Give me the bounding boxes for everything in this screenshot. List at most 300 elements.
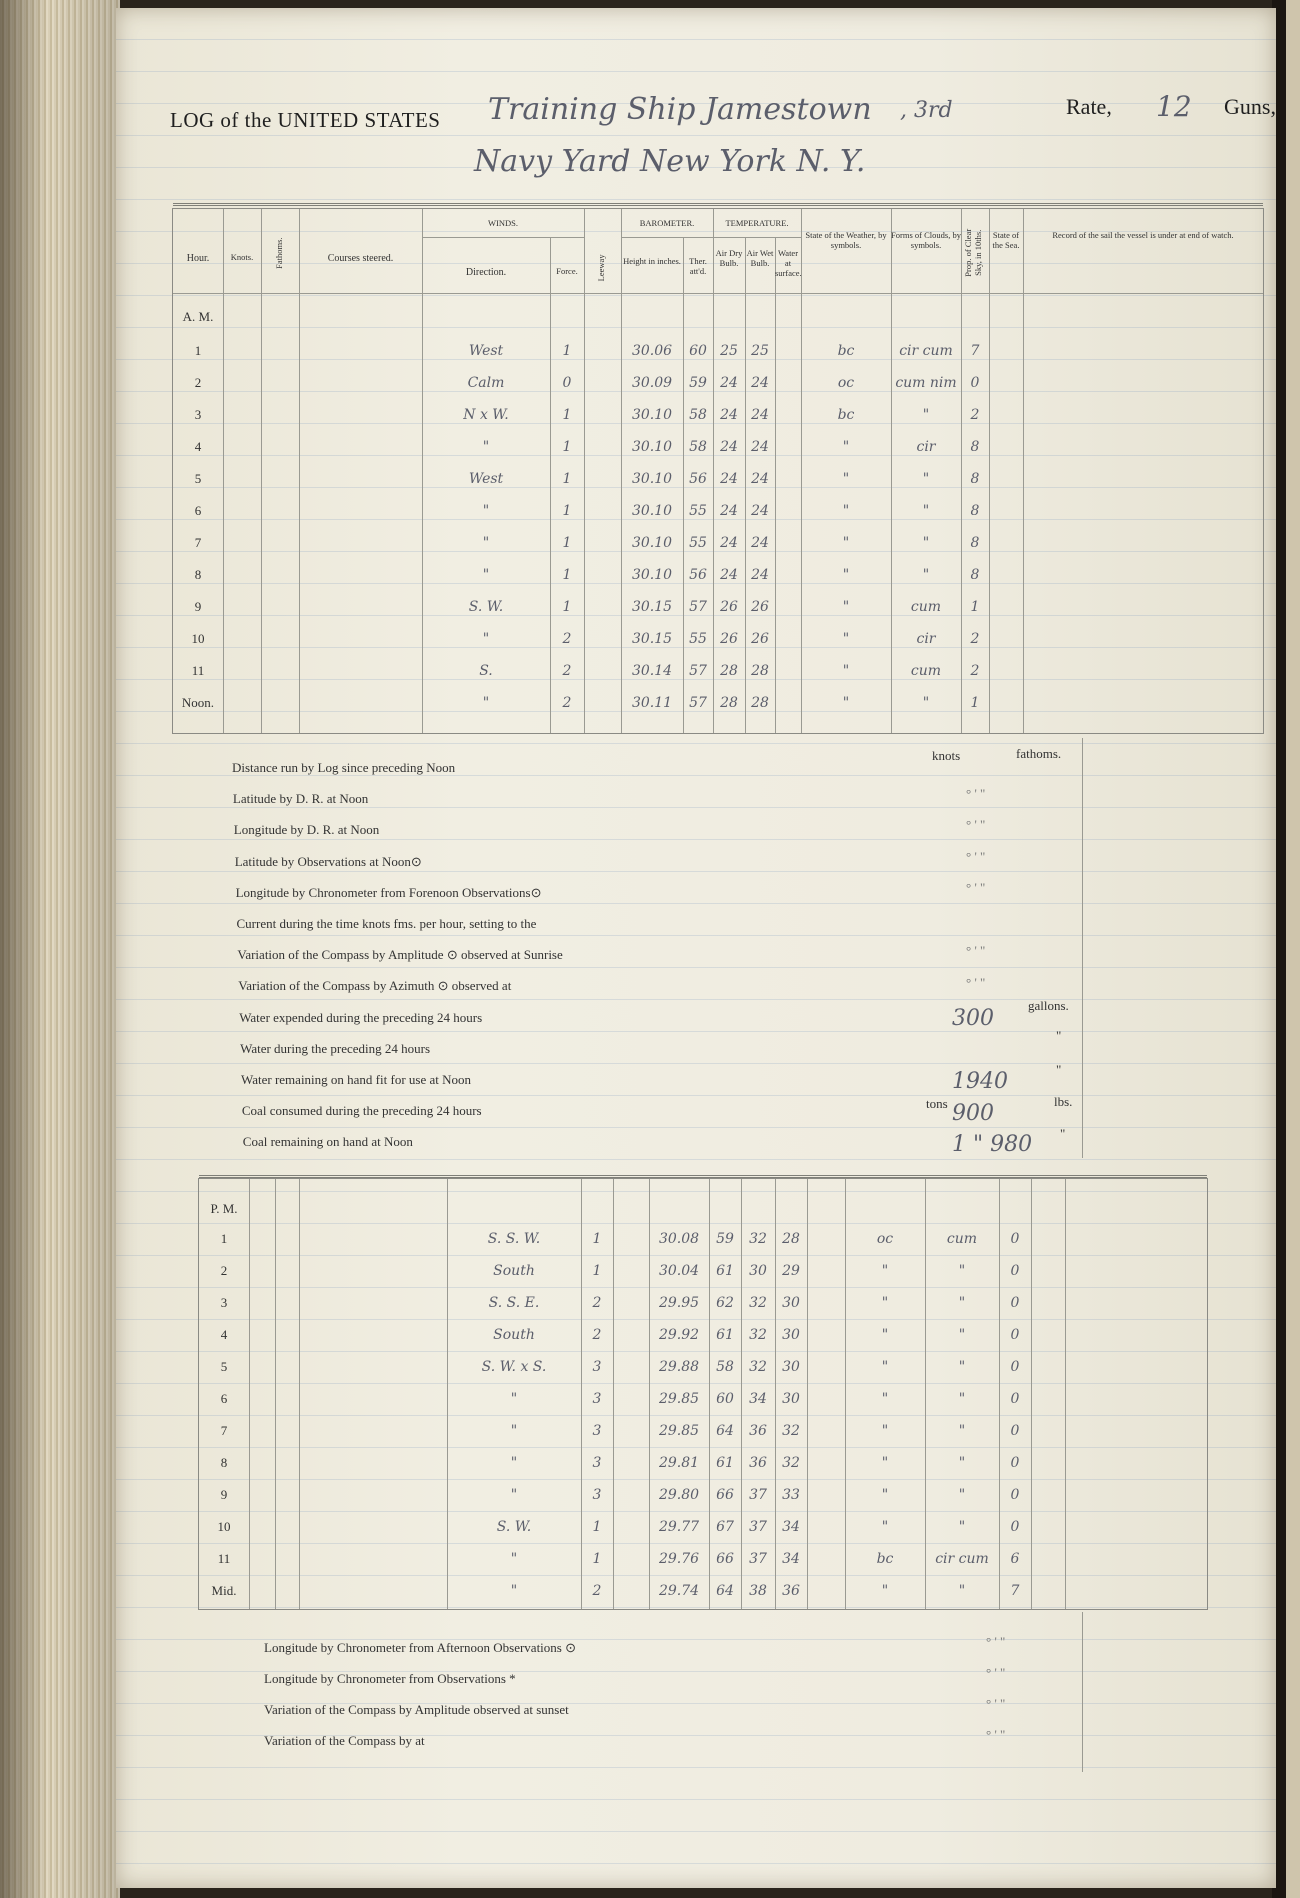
col-courses: Courses steered. [327, 253, 394, 264]
noon-line-label: Coal consumed during the preceding 24 hours [241, 1103, 482, 1119]
table-row [199, 1511, 1207, 1543]
noon-line-label: Current during the time knots fms. per hour, setting to the [236, 916, 537, 931]
barometer-height-cell: 30.11 [631, 695, 673, 711]
air-dry-cell: 32 [749, 1295, 767, 1311]
clear-sky-cell: 0 [970, 375, 980, 391]
col-record: Record of the sail the vessel is under at end of watch. [1052, 230, 1234, 240]
air-wet-cell: 24 [751, 407, 769, 423]
thermometer-cell: 61 [716, 1455, 734, 1471]
weather-cell: " [881, 1423, 889, 1439]
thermometer-cell: 62 [716, 1295, 734, 1311]
noon-line-value: ° ' " [966, 880, 986, 895]
hour-cell: 6 [194, 503, 202, 518]
weather-cell: " [842, 535, 850, 551]
weather-cell: " [842, 471, 850, 487]
thermometer-cell: 55 [689, 535, 707, 551]
col-force: Force. [556, 266, 578, 276]
col-sea: State of the Sea. [992, 230, 1020, 250]
hour-cell: 8 [220, 1455, 228, 1470]
clouds-cell: " [922, 535, 930, 551]
hour-cell: 10 [191, 631, 205, 646]
table-top-rule [199, 1175, 1207, 1178]
wind-direction-cell: " [482, 503, 490, 519]
air-wet-cell: 24 [751, 439, 769, 455]
wind-direction-cell: " [482, 439, 490, 455]
weather-cell: bc [837, 407, 855, 423]
guns-value: 12 [1156, 90, 1192, 123]
clear-sky-cell: 7 [1010, 1583, 1020, 1599]
air-wet-cell: 24 [751, 471, 769, 487]
weather-cell: " [881, 1583, 889, 1599]
wind-force-cell: 2 [592, 1583, 602, 1599]
air-dry-cell: 25 [720, 343, 738, 359]
thermometer-cell: 59 [689, 375, 707, 391]
col-clear-sky: Prop. of Clear Sky, in 10ths. [963, 228, 983, 277]
clouds-cell: cir cum [899, 343, 953, 359]
thermometer-cell: 58 [716, 1359, 734, 1375]
table-row [173, 559, 1263, 591]
hour-cell: 11 [191, 663, 205, 678]
wind-direction-cell: South [493, 1327, 535, 1343]
clear-sky-cell: 0 [1010, 1487, 1020, 1503]
wind-force-cell: 1 [592, 1519, 602, 1535]
weather-cell: " [842, 663, 850, 679]
clouds-cell: " [958, 1487, 966, 1503]
noon-line-label: Water expended during the preceding 24 hours [239, 1009, 483, 1025]
noon-right-rule [1082, 738, 1083, 1158]
air-dry-cell: 36 [749, 1455, 767, 1471]
footer-line-label: Longitude by Chronometer from Afternoon Observations ⊙ [264, 1640, 576, 1655]
noon-line-value: 300 [952, 1006, 994, 1031]
noon-line-label: Distance run by Log since preceding Noon [232, 760, 456, 775]
air-wet-cell: 25 [751, 343, 769, 359]
air-dry-cell: 32 [749, 1327, 767, 1343]
hour-cell: 8 [194, 567, 202, 582]
hour-cell: 9 [220, 1487, 228, 1502]
wind-direction-cell: S. S. W. [487, 1231, 541, 1247]
thermometer-cell: 57 [689, 599, 707, 615]
clear-sky-cell: 1 [970, 695, 980, 711]
clouds-cell: " [958, 1519, 966, 1535]
clear-sky-cell: 6 [1010, 1551, 1020, 1567]
thermometer-cell: 61 [716, 1263, 734, 1279]
air-wet-cell: 24 [751, 503, 769, 519]
table-row [199, 1255, 1207, 1287]
clouds-cell: " [958, 1295, 966, 1311]
wind-force-cell: 2 [592, 1327, 602, 1343]
clouds-cell: " [922, 471, 930, 487]
table-row [173, 655, 1263, 687]
log-page [116, 8, 1276, 1888]
footer-line-dms: ° ' " [986, 1727, 1006, 1742]
noon-line-label: Longitude by Chronometer from Forenoon Observations⊙ [235, 884, 542, 900]
hour-cell: 9 [194, 599, 202, 614]
thermometer-cell: 61 [716, 1327, 734, 1343]
wind-force-cell: 2 [562, 695, 572, 711]
wind-force-cell: 1 [562, 503, 572, 519]
weather-cell: " [881, 1391, 889, 1407]
clear-sky-cell: 8 [970, 503, 980, 519]
clear-sky-cell: 0 [1010, 1391, 1020, 1407]
barometer-height-cell: 30.08 [658, 1231, 700, 1247]
footer-line-dms: ° ' " [986, 1634, 1006, 1649]
weather-cell: " [881, 1519, 889, 1535]
guns-label: Guns, [1224, 94, 1276, 119]
footer-line-label: Variation of the Compass by at [264, 1733, 425, 1748]
air-dry-cell: 38 [749, 1583, 767, 1599]
book-edge-shadow [0, 0, 120, 1898]
table-row [199, 1287, 1207, 1319]
air-wet-cell: 34 [782, 1551, 800, 1567]
weather-cell: " [881, 1263, 889, 1279]
wind-direction-cell: S. S. E. [488, 1295, 540, 1311]
weather-cell: " [842, 695, 850, 711]
am-log-table [172, 208, 1264, 734]
barometer-height-cell: 29.85 [658, 1391, 700, 1407]
air-wet-cell: 30 [782, 1391, 800, 1407]
air-wet-cell: 29 [782, 1263, 800, 1279]
clouds-cell: " [958, 1327, 966, 1343]
clear-sky-cell: 0 [1010, 1295, 1020, 1311]
clouds-cell: " [922, 407, 930, 423]
barometer-height-cell: 29.95 [658, 1295, 700, 1311]
wind-force-cell: 1 [562, 535, 572, 551]
clear-sky-cell: 0 [1010, 1359, 1020, 1375]
clear-sky-cell: 2 [970, 631, 980, 647]
col-fathoms: Fathoms. [274, 237, 285, 269]
air-wet-cell: 26 [751, 599, 769, 615]
hour-cell: 2 [194, 375, 202, 390]
hour-cell: Noon. [181, 695, 215, 710]
thermometer-cell: 58 [689, 439, 707, 455]
col-knots: Knots. [230, 252, 254, 262]
ship-name: Training Ship Jamestown [488, 92, 872, 127]
noon-fathoms-head: fathoms. [1016, 746, 1062, 761]
clouds-cell: cum [910, 599, 942, 615]
air-wet-cell: 32 [782, 1423, 800, 1439]
hour-cell: 3 [220, 1295, 228, 1310]
noon-line-label: Longitude by D. R. at Noon [233, 822, 380, 838]
clouds-cell: cum [910, 663, 942, 679]
hour-cell: 7 [220, 1423, 228, 1438]
col-clouds: Forms of Clouds, by symbols. [891, 230, 961, 250]
barometer-height-cell: 30.14 [631, 663, 673, 679]
am-label: A. M. [182, 309, 214, 324]
lbs-label: lbs. [1054, 1094, 1073, 1109]
air-wet-cell: 28 [751, 695, 769, 711]
hour-cell: 2 [220, 1263, 228, 1278]
pm-label: P. M. [210, 1201, 238, 1216]
air-wet-cell: 26 [751, 631, 769, 647]
hour-cell: 7 [194, 535, 202, 550]
wind-direction-cell: " [510, 1487, 518, 1503]
table-row [173, 399, 1263, 431]
barometer-height-cell: 29.74 [658, 1583, 700, 1599]
air-dry-cell: 37 [749, 1519, 767, 1535]
wind-direction-cell: S. [479, 663, 493, 679]
air-wet-cell: 34 [782, 1519, 800, 1535]
col-temperature: TEMPERATURE. [725, 218, 789, 228]
col-water: Water at surface. [775, 248, 802, 278]
noon-line-value: ° ' " [966, 817, 986, 832]
weather-cell: oc [876, 1231, 894, 1247]
barometer-height-cell: 29.85 [658, 1423, 700, 1439]
wind-direction-cell: Calm [467, 375, 505, 391]
thermometer-cell: 64 [716, 1423, 734, 1439]
wind-force-cell: 1 [562, 471, 572, 487]
air-dry-cell: 37 [749, 1487, 767, 1503]
air-dry-cell: 24 [720, 439, 738, 455]
wind-force-cell: 1 [562, 407, 572, 423]
barometer-height-cell: 30.10 [631, 535, 673, 551]
clear-sky-cell: 2 [970, 407, 980, 423]
thermometer-cell: 59 [716, 1231, 734, 1247]
clear-sky-cell: 0 [1010, 1423, 1020, 1439]
wind-direction-cell: " [510, 1455, 518, 1471]
wind-force-cell: 1 [592, 1231, 602, 1247]
wind-force-cell: 0 [562, 375, 572, 391]
noon-knots-head: knots [932, 748, 961, 763]
col-direction: Direction. [465, 267, 507, 278]
col-air-dry: Air Dry Bulb. [715, 248, 743, 268]
barometer-height-cell: 29.76 [658, 1551, 700, 1567]
noon-line-label: Water remaining on hand fit for use at Noon [241, 1072, 471, 1087]
hour-cell: 5 [220, 1359, 228, 1374]
wind-force-cell: 3 [592, 1455, 602, 1471]
table-row [199, 1479, 1207, 1511]
table-row [199, 1447, 1207, 1479]
noon-line-label: Coal remaining on hand at Noon [242, 1134, 413, 1150]
table-row [173, 431, 1263, 463]
thermometer-cell: 55 [689, 503, 707, 519]
noon-line-value: 1940 [952, 1069, 1008, 1094]
thermometer-cell: 58 [689, 407, 707, 423]
air-dry-cell: 24 [720, 471, 738, 487]
clear-sky-cell: 0 [1010, 1327, 1020, 1343]
clouds-cell: " [922, 695, 930, 711]
thermometer-cell: 56 [689, 471, 707, 487]
air-dry-cell: 30 [749, 1263, 767, 1279]
gallons-label: gallons. [1028, 998, 1069, 1013]
air-dry-cell: 34 [749, 1391, 767, 1407]
hour-cell: Mid. [211, 1583, 237, 1598]
winds-rule [422, 237, 584, 238]
clear-sky-cell: 8 [970, 471, 980, 487]
clouds-cell: " [958, 1391, 966, 1407]
air-dry-cell: 32 [749, 1359, 767, 1375]
barometer-height-cell: 29.88 [658, 1359, 700, 1375]
wind-force-cell: 1 [562, 343, 572, 359]
weather-cell: oc [837, 375, 855, 391]
table-top-rule [173, 203, 1263, 206]
air-dry-cell: 37 [749, 1551, 767, 1567]
barometer-height-cell: 30.10 [631, 407, 673, 423]
wind-direction-cell: S. W. [468, 599, 504, 615]
col-leeway: Leeway [596, 254, 607, 282]
clear-sky-cell: 1 [970, 599, 980, 615]
wind-force-cell: 2 [592, 1295, 602, 1311]
table-row [173, 591, 1263, 623]
clear-sky-cell: 7 [970, 343, 980, 359]
table-row [173, 335, 1263, 367]
noon-line-label: Water during the preceding 24 hours [240, 1040, 431, 1056]
weather-cell: " [842, 567, 850, 583]
clear-sky-cell: 8 [970, 567, 980, 583]
clear-sky-cell: 0 [1010, 1455, 1020, 1471]
noon-line-label: Latitude by Observations at Noon⊙ [234, 853, 422, 869]
clouds-cell: " [922, 503, 930, 519]
table-row [199, 1223, 1207, 1255]
noon-line-value: ° ' " [966, 974, 986, 990]
wind-direction-cell: West [468, 343, 504, 359]
weather-cell: " [881, 1295, 889, 1311]
wind-force-cell: 1 [562, 599, 572, 615]
air-dry-cell: 28 [720, 663, 738, 679]
clouds-cell: " [922, 567, 930, 583]
clear-sky-cell: 0 [1010, 1231, 1020, 1247]
weather-cell: " [881, 1327, 889, 1343]
hour-cell: 5 [194, 471, 202, 486]
noon-line-value: ° ' " [966, 943, 986, 958]
barometer-height-cell: 30.10 [631, 503, 673, 519]
rate-label: Rate, [1066, 94, 1112, 119]
table-row [173, 527, 1263, 559]
thermometer-cell: 66 [716, 1487, 734, 1503]
table-row [199, 1543, 1207, 1575]
barometer-height-cell: 29.80 [658, 1487, 700, 1503]
gallons-ditto-2: " [1056, 1062, 1062, 1077]
clouds-cell: " [958, 1263, 966, 1279]
air-wet-cell: 30 [782, 1327, 800, 1343]
air-dry-cell: 24 [720, 503, 738, 519]
header-bottom-rule [173, 293, 1263, 294]
air-dry-cell: 36 [749, 1423, 767, 1439]
hour-cell: 6 [220, 1391, 228, 1406]
clear-sky-cell: 8 [970, 535, 980, 551]
weather-cell: " [842, 439, 850, 455]
col-weather: State of the Weather, by symbols. [805, 230, 887, 250]
wind-force-cell: 1 [592, 1551, 602, 1567]
barometer-height-cell: 30.10 [631, 471, 673, 487]
clouds-cell: cir [916, 631, 936, 647]
wind-direction-cell: South [493, 1263, 535, 1279]
wind-direction-cell: " [482, 631, 490, 647]
wind-direction-cell: S. W. x S. [481, 1359, 547, 1375]
hour-cell: 1 [220, 1231, 228, 1246]
wind-force-cell: 3 [592, 1423, 602, 1439]
air-wet-cell: 24 [751, 535, 769, 551]
table-row [199, 1319, 1207, 1351]
col-barometer: BAROMETER. [639, 218, 695, 228]
wind-force-cell: 3 [592, 1487, 602, 1503]
air-dry-cell: 24 [720, 375, 738, 391]
table-row [199, 1351, 1207, 1383]
location: Navy Yard New York N. Y. [474, 144, 866, 179]
thermometer-cell: 60 [716, 1391, 734, 1407]
thermometer-cell: 60 [689, 343, 707, 359]
weather-cell: " [842, 503, 850, 519]
air-wet-cell: 28 [782, 1231, 800, 1247]
air-wet-cell: 36 [782, 1583, 800, 1599]
table-row [173, 367, 1263, 399]
barometer-height-cell: 30.15 [631, 599, 673, 615]
hour-cell: 1 [194, 343, 202, 358]
barometer-height-cell: 30.10 [631, 567, 673, 583]
log-title: LOG of the UNITED STATES [170, 108, 441, 132]
clear-sky-cell: 0 [1010, 1519, 1020, 1535]
air-dry-cell: 32 [749, 1231, 767, 1247]
air-dry-cell: 24 [720, 535, 738, 551]
col-height: Height in inches. [623, 256, 681, 266]
tons-label: tons [926, 1096, 948, 1111]
footer-right-rule [1082, 1612, 1083, 1772]
clouds-cell: cum nim [895, 375, 957, 391]
noon-line-value: 900 [952, 1100, 994, 1126]
air-dry-cell: 24 [720, 407, 738, 423]
noon-line-value: ° ' " [966, 848, 986, 864]
noon-line-value: 1 " 980 [952, 1132, 1033, 1157]
barometer-height-cell: 29.81 [658, 1455, 700, 1471]
clouds-cell: cir [916, 439, 936, 455]
clouds-cell: " [958, 1359, 966, 1375]
col-ther: Ther. att'd. [689, 256, 707, 276]
air-wet-cell: 32 [782, 1455, 800, 1471]
clouds-cell: " [958, 1423, 966, 1439]
air-wet-cell: 28 [751, 663, 769, 679]
wind-direction-cell: S. W. [496, 1519, 532, 1535]
thermometer-cell: 55 [689, 631, 707, 647]
baro-temp-rule [621, 237, 801, 238]
footer-line-label: Variation of the Compass by Amplitude observed at sunset [264, 1702, 569, 1717]
wind-force-cell: 3 [592, 1359, 602, 1375]
barometer-height-cell: 29.92 [658, 1327, 700, 1343]
barometer-height-cell: 30.09 [631, 375, 673, 391]
table-row [173, 495, 1263, 527]
wind-force-cell: 3 [592, 1391, 602, 1407]
noon-line-label: Variation of the Compass by Amplitude ⊙ observed at Sunrise [237, 947, 563, 963]
table-row [199, 1415, 1207, 1447]
air-wet-cell: 24 [751, 567, 769, 583]
col-hour: Hour. [186, 253, 210, 264]
thermometer-cell: 66 [716, 1551, 734, 1567]
wind-force-cell: 1 [592, 1263, 602, 1279]
clear-sky-cell: 8 [970, 439, 980, 455]
barometer-height-cell: 30.15 [631, 631, 673, 647]
barometer-height-cell: 29.77 [658, 1519, 700, 1535]
footer-line-dms: ° ' " [986, 1665, 1006, 1680]
hour-cell: 10 [217, 1519, 231, 1534]
col-winds: WINDS. [488, 218, 518, 228]
air-wet-cell: 30 [782, 1359, 800, 1375]
weather-cell: bc [837, 343, 855, 359]
barometer-height-cell: 30.04 [658, 1263, 700, 1279]
weather-cell: " [881, 1455, 889, 1471]
thermometer-cell: 64 [716, 1583, 734, 1599]
table-row [199, 1575, 1207, 1607]
footer-line-label: Longitude by Chronometer from Observations * [264, 1671, 516, 1686]
wind-force-cell: 2 [562, 631, 572, 647]
rate-value: , 3rd [900, 98, 953, 123]
wind-direction-cell: " [482, 567, 490, 583]
air-wet-cell: 24 [751, 375, 769, 391]
thermometer-cell: 57 [689, 695, 707, 711]
footer-line-dms: ° ' " [986, 1696, 1006, 1711]
hour-cell: 4 [194, 439, 202, 454]
air-dry-cell: 28 [720, 695, 738, 711]
barometer-height-cell: 30.10 [631, 439, 673, 455]
weather-cell: " [842, 599, 850, 615]
wind-direction-cell: " [510, 1391, 518, 1407]
